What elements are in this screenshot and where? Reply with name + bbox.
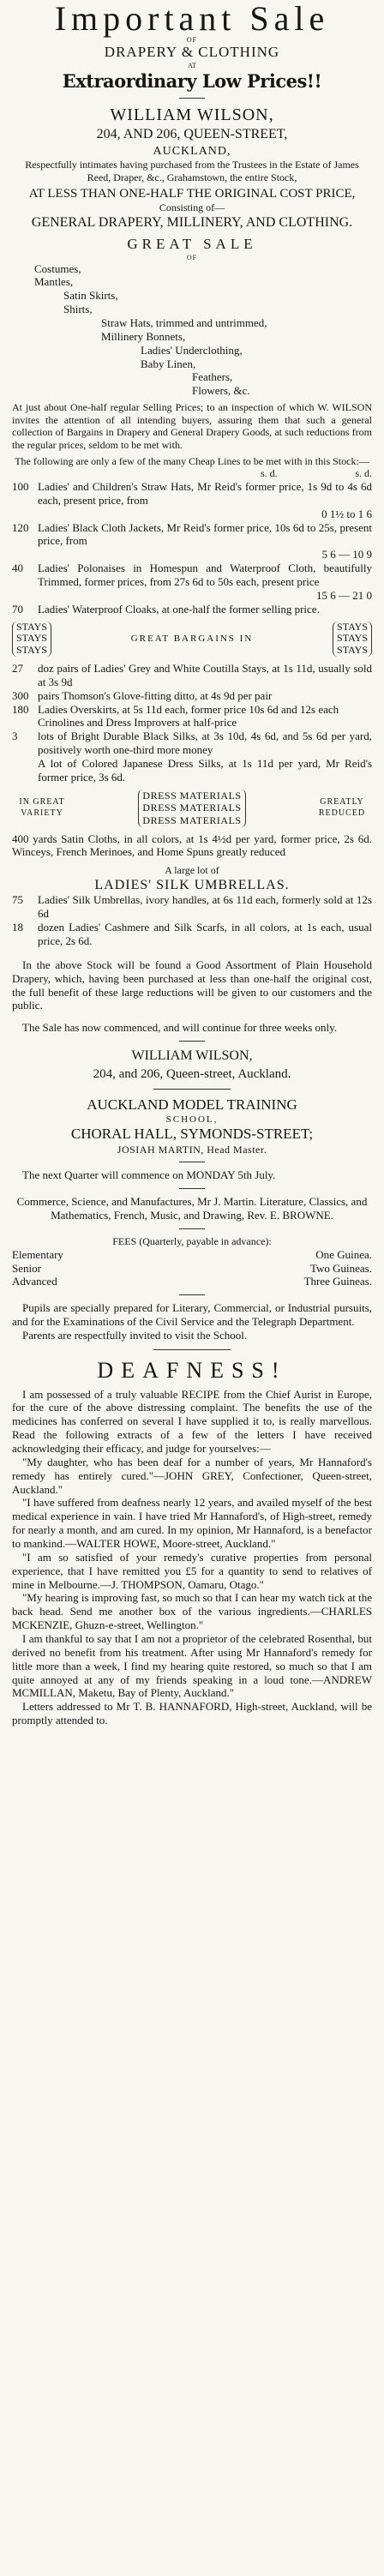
sale-headline-text: Important Sale: [54, 0, 330, 38]
great-sale-text: GREAT SALE: [127, 236, 257, 253]
item-description: doz pairs of Ladies' Grey and White Coutilla Stays, at 1s 11d, usually sold at 3s 9d: [38, 661, 372, 688]
sale-body: At just about One-half regular Selling Prices; to an inspection of which W. WILSON invites the attention of all intending buyers, assuring them that such a general collection of Bargains in Drapery and General Drapery Goods, at such reductions from the regular prices, seldom to be met with.: [12, 401, 372, 452]
stays-brace-left: [12, 621, 51, 657]
fee-row: [12, 1248, 372, 1262]
deafness-contact: Letters addressed to Mr T. B. HANNAFORD, High-street, Auckland, will be promptly attended to.: [12, 1700, 372, 1727]
item-quantity: 75: [12, 893, 23, 907]
testimonial: "My hearing is improving fast, so much so that I can hear my watch tick at the back head. Send me another box of the various ingredients.—CHARLES MCKENZIE, Ghuzn-e-street, Wellington.": [12, 1591, 372, 1632]
list-item: [12, 757, 372, 784]
great-sale-heading: [12, 236, 372, 254]
school-parents: Parents are respectfully invited to visit the School.: [22, 1328, 248, 1342]
cheap-lines-list: [12, 480, 372, 616]
section-divider: [153, 1349, 231, 1350]
stays-word: STAYS: [16, 644, 47, 657]
dress-materials-word: DRESS MATERIALS: [142, 802, 242, 814]
price-heading: s. d.: [355, 467, 372, 480]
list-item: [12, 603, 372, 616]
at-label: AT: [188, 62, 196, 70]
stays-word: STAYS: [337, 632, 368, 645]
dress-materials-word: DRESS MATERIALS: [142, 789, 242, 802]
sale-item: Feathers,: [192, 370, 233, 384]
sale-item: Shirts,: [63, 303, 93, 316]
fee-grade: Senior: [12, 1261, 41, 1275]
item-description: Ladies' and Children's Straw Hats, Mr Reid's former price, 1s 9d to 4s 6d each, present price, from: [38, 479, 372, 507]
stays-brace-right: [333, 621, 372, 657]
item-description: dozen Ladies' Cashmere and Silk Scarfs, in all colors, at 1s each, usual price, 2s 6d.: [38, 921, 372, 947]
sale-item: Straw Hats, trimmed and untrimmed,: [101, 316, 267, 330]
closing-paragraph: In the above Stock will be found a Good Assortment of Plain Household Drapery, which, having been purchased at less than one-half the original cost, the full benefit of these large reductions will be given to our customers and the public.: [12, 958, 372, 1012]
item-quantity: [12, 716, 38, 730]
divider: [179, 1188, 205, 1189]
item-quantity: 3: [12, 730, 18, 743]
fee-row: [12, 1275, 372, 1288]
fee-amount: Three Guineas.: [303, 1275, 372, 1288]
fee-grade: Advanced: [12, 1275, 57, 1288]
merchant-name: WILLIAM WILSON,: [110, 105, 274, 125]
great-sale-of: OF: [186, 253, 198, 261]
consisting-label: Consisting of—: [159, 201, 225, 213]
sale-item: Millinery Bonnets,: [101, 329, 186, 343]
fee-amount: Two Guineas.: [309, 1261, 372, 1275]
stays-word: STAYS: [337, 644, 368, 657]
divider: [179, 1294, 205, 1295]
divider: [179, 1041, 205, 1042]
testimonial: "I have suffered from deafness nearly 12 years, and availed myself of the best medical experience in vain. I have tried Mr Hannaford's, of High-street, remedy for nearly a month, and am cured. In my opinion, Mr Hannaford, is a benefactor to mankind.—WALTER HOWE, Moore-street, Auckland.": [12, 1496, 372, 1550]
item-quantity: 70: [12, 602, 23, 615]
item-quantity: 300: [12, 688, 29, 702]
divider: [179, 98, 205, 99]
testimonial: I am thankful to say that I am not a proprietor of the celebrated Rosenthal, but derived no benefit from his treatment. After using Mr Hannaford's remedy for little more than a week, I find my hearing quite restored, so much so that I am quite annoyed at any of my friends speaking in a loud tone.—ANDREW MCMILLAN, Maketu, Bay of Plenty, Auckland.": [12, 1632, 372, 1700]
testimonial: "My daughter, who has been deaf for a number of years, Mr Hannaford's remedy has entirely cured."—JOHN GREY, Confectioner, Queen-street, Auckland.": [12, 1455, 372, 1496]
item-description: Ladies' Waterproof Cloaks, at one-half the former selling price.: [38, 602, 320, 615]
item-price: 15 6 — 21 0: [316, 588, 372, 602]
stays-word: STAYS: [16, 632, 47, 645]
goods-heading: GENERAL DRAPERY, MILLINERY, AND CLOTHING.: [31, 214, 353, 230]
school-location: CHORAL HALL, SYMONDS-STREET;: [70, 1126, 314, 1143]
dress-left-label: IN GREAT VARIETY: [19, 797, 65, 818]
drapery-heading: DRAPERY & CLOTHING: [104, 44, 280, 61]
closing-merchant-address: 204, and 206, Queen-street, Auckland.: [93, 1066, 291, 1081]
dress-paragraph: 400 yards Satin Cloths, in all colors, at 1s 4½d per yard, former price, 2s 6d. Winceys, French Merinoes, and Home Spuns greatly reduced: [12, 832, 372, 859]
stays-word: STAYS: [337, 620, 368, 633]
list-item: [12, 561, 372, 589]
sale-item: Mantles,: [34, 275, 74, 289]
item-quantity: 180: [12, 702, 29, 716]
umbrella-heading: LADIES' SILK UMBRELLAS.: [94, 877, 290, 892]
umbrella-lot-label: A large lot of: [165, 864, 219, 877]
item-quantity: 27: [12, 661, 23, 675]
price-claim: AT LESS THAN ONE-HALF THE ORIGINAL COST PRICE,: [28, 186, 356, 201]
list-item: [12, 716, 372, 730]
item-description: Ladies' Polonaises in Homespun and Waterproof Cloth, beautifully Trimmed, former prices, from 27s 6d to 50s each, present price: [38, 561, 372, 588]
item-description: A lot of Colored Japanese Dress Silks, at 1s 11d per yard, Mr Reid's former price, 3s 6d.: [38, 756, 372, 784]
school-subtitle: SCHOOL,: [165, 1114, 219, 1125]
of-label: OF: [186, 35, 198, 44]
fees-heading: FEES (Quarterly, payable in advance):: [112, 1235, 272, 1248]
school-subjects: Commerce, Science, and Manufactures, Mr J. Martin. Literature, Classics, and Mathematics, French, Music, and Drawing, Rev. E. BROWNE.: [16, 1195, 368, 1222]
fees-table: [12, 1248, 372, 1289]
testimonial: "I am so satisfied of your remedy's curative properties from personal experience, that I have remitted you £5 for a quantity to send to relatives of mine in Melbourne.—J. THOMPSON, Oamaru, Otago.": [12, 1550, 372, 1591]
price-heading: s. d.: [261, 467, 278, 480]
dress-materials-brace: [138, 790, 245, 827]
cheap-lines-intro: The following are only a few of the many Cheap Lines to be met with in this Stock:—: [15, 454, 369, 467]
dress-materials-word: DRESS MATERIALS: [142, 814, 242, 826]
great-bargains-label: GREAT BARGAINS IN: [130, 633, 254, 644]
divider: [179, 1228, 205, 1229]
sale-item: Flowers, &c.: [192, 384, 250, 398]
stays-lines-list: [12, 662, 372, 784]
sale-item: Baby Linen,: [141, 357, 196, 370]
item-description: Ladies' Silk Umbrellas, ivory handles, at 6s 11d each, formerly sold at 12s 6d: [38, 893, 372, 921]
list-item: [12, 921, 372, 948]
item-quantity: 40: [12, 561, 23, 575]
fee-row: [12, 1262, 372, 1276]
item-quantity: 18: [12, 921, 23, 934]
school-title: AUCKLAND MODEL TRAINING: [87, 1096, 297, 1113]
list-item: [12, 480, 372, 507]
stays-word: STAYS: [16, 620, 47, 633]
closing-merchant-name: WILLIAM WILSON,: [131, 1048, 253, 1064]
sale-headline: [12, 0, 372, 38]
sale-duration: The Sale has now commenced, and will continue for three weeks only.: [22, 1021, 338, 1035]
item-description: Ladies Overskirts, at 5s 11d each, former price 10s 6d and 12s each: [38, 702, 339, 716]
sale-item: Costumes,: [34, 261, 81, 275]
extraordinary-heading: Extraordinary Low Prices!!: [62, 69, 322, 92]
school-next-quarter: The next Quarter will commence on MONDAY 5th July.: [22, 1168, 276, 1182]
list-item: [12, 521, 372, 549]
item-quantity: 120: [12, 520, 29, 534]
list-item: [12, 893, 372, 921]
item-description: lots of Bright Durable Black Silks, at 3s 10d, 4s 6d, and 5s 6d per yard, positively worth one-third more money: [38, 730, 372, 757]
list-item: [12, 662, 372, 689]
fee-amount: One Guinea.: [315, 1247, 372, 1261]
deafness-heading: DEAFNESS!: [97, 1357, 287, 1383]
list-item: [12, 703, 372, 717]
stays-banner: [12, 621, 372, 657]
item-quantity: 100: [12, 479, 29, 493]
sale-item: Ladies' Underclothing,: [141, 343, 243, 357]
item-description: Ladies' Black Cloth Jackets, Mr Reid's former price, 10s 6d to 25s, present price, from: [38, 520, 372, 548]
merchant-city: AUCKLAND,: [153, 145, 231, 159]
intro-paragraph: Respectfully intimates having purchased from the Trustees in the Estate of James Reed, Draper, &c., Grahamstown, the entire Stock,: [25, 159, 359, 184]
item-quantity: [12, 757, 38, 784]
item-description: pairs Thomson's Glove-fitting ditto, at 4s 9d per pair: [38, 688, 273, 702]
school-pupils: Pupils are specially prepared for Literary, Commercial, or Industrial pursuits, and for the Examinations of the Civil Service and the Telegraph Department.: [12, 1301, 372, 1329]
item-price: 5 6 — 10 9: [321, 548, 372, 561]
price-headings: [12, 467, 372, 480]
school-head-master: JOSIAH MARTIN, Head Master.: [117, 1143, 267, 1156]
dress-banner: [12, 790, 372, 827]
list-item: [12, 689, 372, 703]
item-description: Crinolines and Dress Improvers at half-price: [38, 716, 237, 730]
fee-grade: Elementary: [12, 1247, 63, 1261]
section-divider: [153, 1089, 231, 1090]
sale-items-list: [12, 262, 372, 399]
item-price: 0 1½ to 1 6: [321, 507, 372, 520]
umbrella-lines-list: [12, 893, 372, 947]
dress-right-label: GREATLY REDUCED: [318, 797, 366, 818]
merchant-address: 204, AND 206, QUEEN-STREET,: [96, 126, 288, 141]
deafness-intro: I am possessed of a truly valuable RECIPE from the Chief Aurist in Europe, for the cure of the above distressing complaint. The benefits the use of the medicines has conferred on several I have supplied it to, is really marvellous. Read the following extracts of a few of the letters I have received acknowledging their efficacy, and judge for yourselves:—: [12, 1387, 372, 1455]
sale-item: Satin Skirts,: [63, 289, 118, 303]
list-item: [12, 730, 372, 757]
